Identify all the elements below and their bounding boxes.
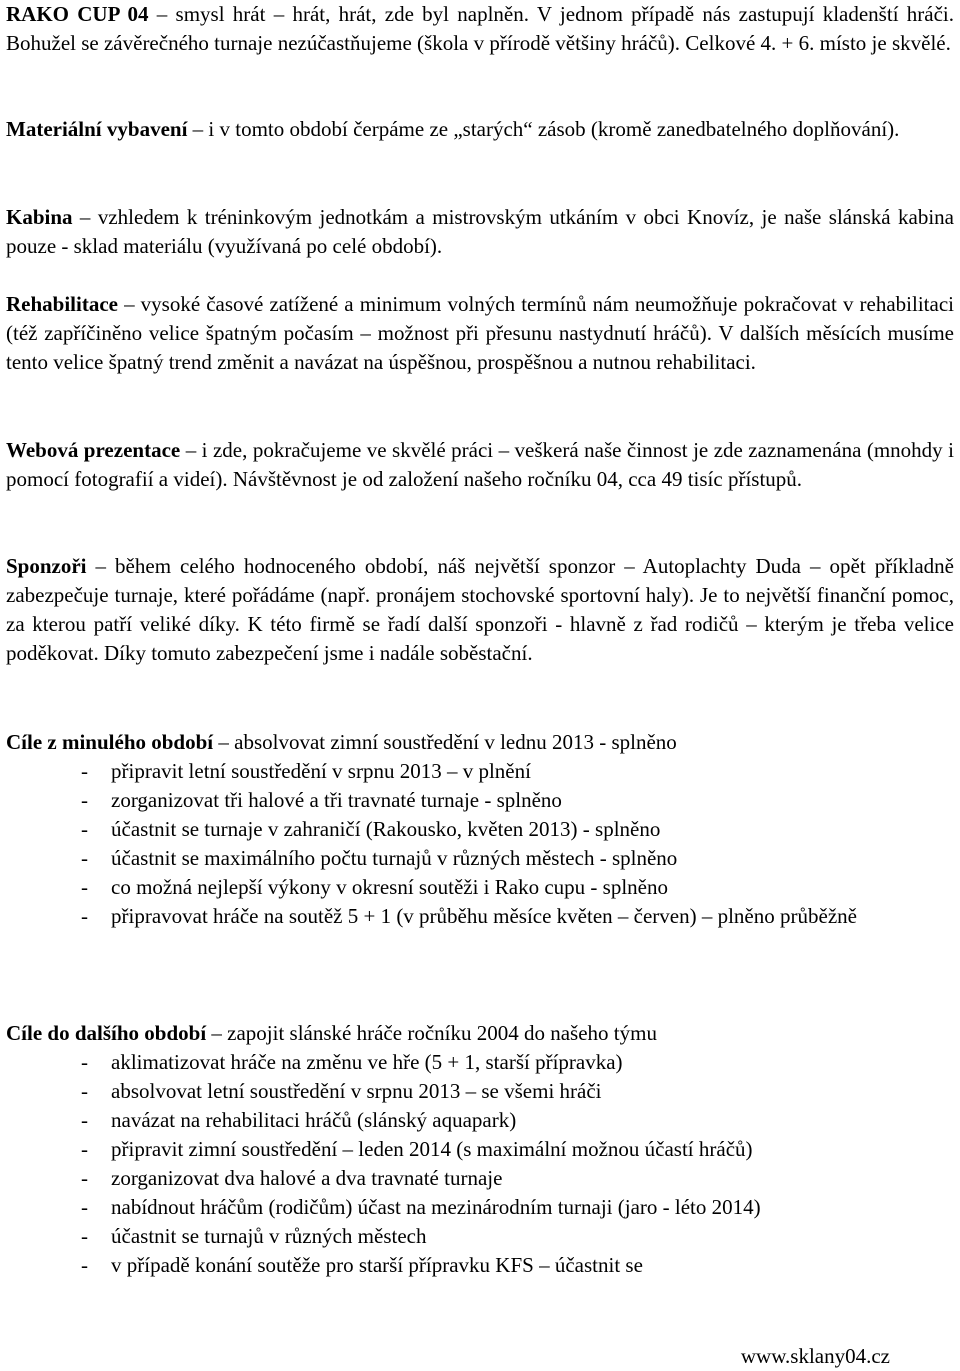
list-item (6, 1135, 954, 1164)
paragraph-kabina (6, 203, 954, 261)
list-item (6, 786, 954, 815)
list-item (6, 844, 954, 873)
goals-next-intro: – zapojit slánské hráče ročníku 2004 do našeho týmu (206, 1021, 657, 1045)
dash-bullet: - (81, 1137, 88, 1161)
list-item-text: připravit zimní soustředění – leden 2014 (s maximální možnou účastí hráčů) (111, 1137, 753, 1161)
list-item-text: nabídnout hráčům (rodičům) účast na mezinárodním turnaji (jaro - léto 2014) (111, 1195, 761, 1219)
goals-past-section (6, 728, 954, 931)
paragraph-rehabilitace (6, 290, 954, 377)
dash-bullet: - (81, 904, 88, 928)
paragraph-text: – vysoké časové zatížené a minimum volných termínů nám neumožňuje pokračovat v rehabilitaci (též zapříčiněno velice špatným počasím – možnost při přesunu nastydnutí hráčů). V dalších měsících musíme tento velice špatný trend změnit a navázat na úspěšnou, prospěšnou a nutnou rehabilitaci. (6, 292, 954, 374)
goals-past-list (6, 757, 954, 931)
paragraph-sponzori (6, 552, 954, 668)
list-item-text: zorganizovat tři halové a tři travnaté turnaje - splněno (111, 788, 562, 812)
list-item (6, 757, 954, 786)
dash-bullet: - (81, 788, 88, 812)
dash-bullet: - (81, 1079, 88, 1103)
list-item-text: navázat na rehabilitaci hráčů (slánský aquapark) (111, 1108, 517, 1132)
list-item (6, 1077, 954, 1106)
dash-bullet: - (81, 875, 88, 899)
paragraph-heading: Rehabilitace (6, 292, 118, 316)
list-item-text: aklimatizovat hráče na změnu ve hře (5 + 1, starší přípravka) (111, 1050, 623, 1074)
paragraph-material (6, 115, 954, 144)
list-item (6, 902, 954, 931)
dash-bullet: - (81, 1195, 88, 1219)
dash-bullet: - (81, 1224, 88, 1248)
list-item-text: absolvovat letní soustředění v srpnu 2013 – se všemi hráči (111, 1079, 602, 1103)
list-item (6, 1164, 954, 1193)
paragraph-text: – během celého hodnoceného období, náš největší sponzor – Autoplachty Duda – opět příkladně zabezpečuje turnaje, které pořádáme (např. pronájem stochovské sportovní haly). Je to největší finanční pomoc, za kterou patří veliké díky. K této firmě se řadí další sponzoři - hlavně z řad rodičů – kterým je třeba velice poděkovat. Díky tomuto zabezpečení jsme i nadále soběstační. (6, 554, 954, 665)
dash-bullet: - (81, 759, 88, 783)
list-item-text: v případě konání soutěže pro starší přípravku KFS – účastnit se (111, 1253, 643, 1277)
list-item-text: připravovat hráče na soutěž 5 + 1 (v průběhu měsíce květen – červen) – plněno průběžně (111, 904, 857, 928)
paragraph-text: – i v tomto období čerpáme ze „starých“ zásob (kromě zanedbatelného doplňování). (187, 117, 900, 141)
goals-past-intro: – absolvovat zimní soustředění v lednu 2013 - splněno (213, 730, 677, 754)
paragraph-heading: Webová prezentace (6, 438, 181, 462)
goals-past-heading: Cíle z minulého období (6, 730, 214, 754)
footer-url: www.sklany04.cz (740, 1344, 890, 1368)
list-item-text: připravit letní soustředění v srpnu 2013 – v plnění (111, 759, 531, 783)
paragraph-rako-cup (6, 0, 954, 58)
paragraph-text: – smysl hrát – hrát, hrát, zde byl naplněn. V jednom případě nás zastupují kladenští hráči. Bohužel se závěrečného turnaje nezúčastňujeme (škola v přírodě většiny hráčů). Celkové 4. + 6. místo je skvělé. (6, 2, 955, 55)
list-item (6, 1048, 954, 1077)
dash-bullet: - (81, 846, 88, 870)
goals-next-heading: Cíle do dalšího období (6, 1021, 207, 1045)
paragraph-heading: Kabina (6, 205, 73, 229)
dash-bullet: - (81, 1253, 88, 1277)
list-item (6, 815, 954, 844)
goals-next-section (6, 1019, 954, 1280)
paragraph-web (6, 436, 954, 494)
paragraph-heading: Materiální vybavení (6, 117, 188, 141)
list-item-text: účastnit se turnajů v různých městech (111, 1224, 427, 1248)
goals-next-list (6, 1048, 954, 1280)
dash-bullet: - (81, 1108, 88, 1132)
paragraph-text: – vzhledem k tréninkovým jednotkám a mistrovským utkáním v obci Knovíz, je naše slánská kabina pouze - sklad materiálu (využívaná po celé období). (6, 205, 954, 258)
list-item-text: účastnit se maximálního počtu turnajů v různých městech - splněno (111, 846, 678, 870)
paragraph-heading: Sponzoři (6, 554, 87, 578)
list-item (6, 1251, 954, 1280)
list-item (6, 1222, 954, 1251)
dash-bullet: - (81, 817, 88, 841)
list-item (6, 1106, 954, 1135)
dash-bullet: - (81, 1050, 88, 1074)
list-item-text: účastnit se turnaje v zahraničí (Rakousko, květen 2013) - splněno (111, 817, 661, 841)
list-item (6, 873, 954, 902)
dash-bullet: - (81, 1166, 88, 1190)
list-item-text: co možná nejlepší výkony v okresní soutěži i Rako cupu - splněno (111, 875, 668, 899)
list-item (6, 1193, 954, 1222)
list-item-text: zorganizovat dva halové a dva travnaté turnaje (111, 1166, 503, 1190)
paragraph-heading: RAKO CUP 04 (6, 2, 149, 26)
paragraph-text: – i zde, pokračujeme ve skvělé práci – veškerá naše činnost je zde zaznamenána (mnohdy i pomocí fotografií a videí). Návštěvnost je od založení našeho ročníku 04, cca 49 tisíc přístupů. (6, 438, 954, 491)
